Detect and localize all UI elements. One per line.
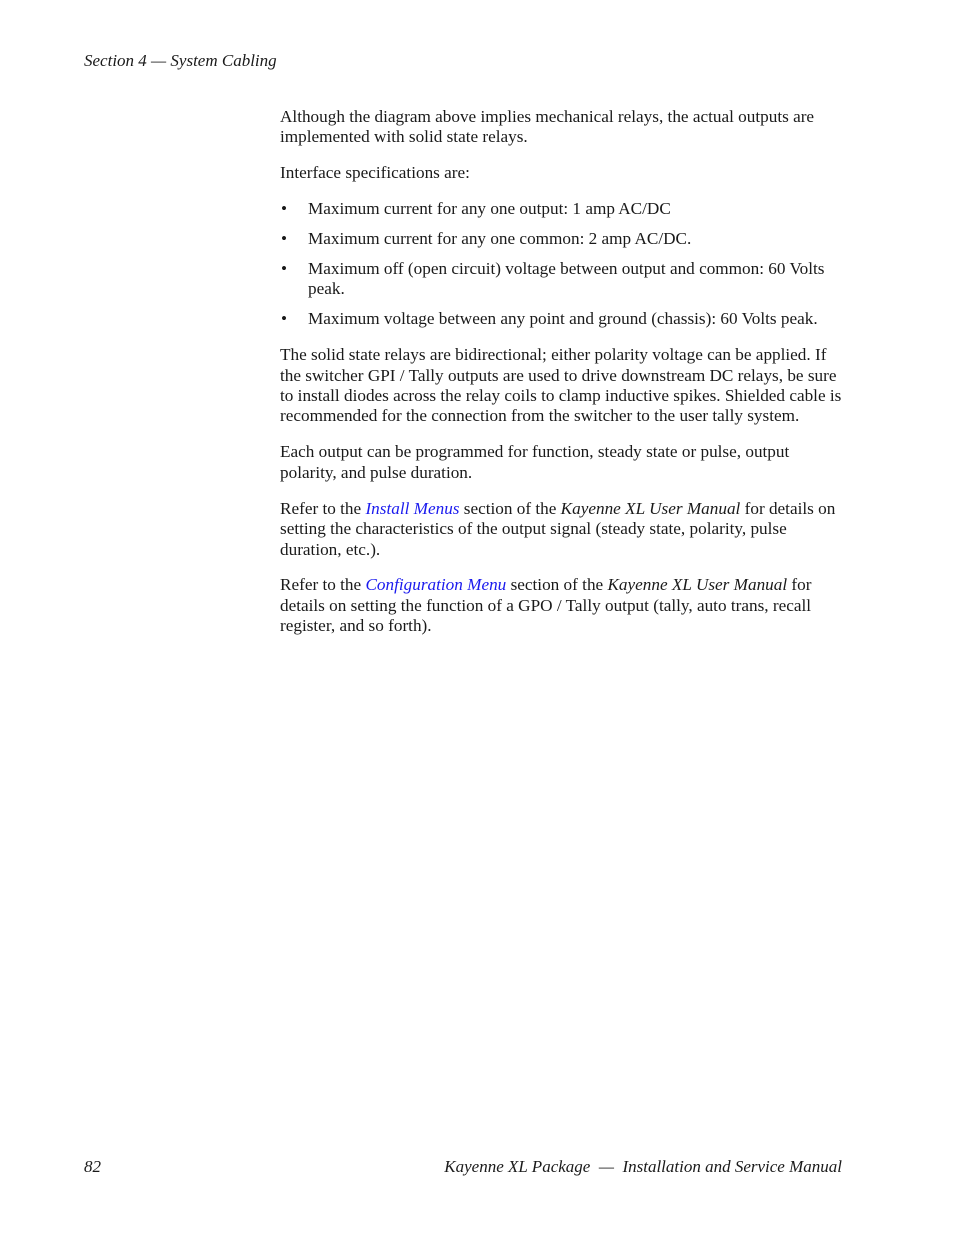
install-menus-link[interactable]: Install Menus bbox=[365, 498, 460, 518]
running-footer-title: Kayenne XL Package — Installation and Service Manual bbox=[444, 1157, 842, 1176]
text-fragment: section of the bbox=[506, 575, 608, 595]
bullet-icon: • bbox=[281, 199, 288, 219]
page-number: 82 bbox=[84, 1157, 101, 1176]
text-fragment: Refer to the bbox=[280, 575, 366, 595]
paragraph-install-menus-ref bbox=[280, 499, 842, 560]
paragraph-programming: Each output can be programmed for function, steady state or pulse, output polarity, and pulse duration. bbox=[280, 442, 790, 482]
running-header: Section 4 — System Cabling bbox=[84, 51, 277, 70]
paragraph-interface-specs: Interface specifications are: bbox=[280, 163, 470, 183]
manual-title: Kayenne XL User Manual bbox=[560, 498, 741, 518]
paragraph-relays-intro: Although the diagram above implies mechanical relays, the actual outputs are implemented with solid state relays. bbox=[280, 107, 815, 147]
spec-list-item bbox=[280, 309, 842, 329]
spec-list-item bbox=[280, 229, 842, 249]
manual-title: Kayenne XL User Manual bbox=[607, 575, 788, 595]
text-fragment: for details on setting the characteristics of the output signal (steady state, polarity, pulse duration, etc.). bbox=[280, 498, 836, 559]
text-fragment: section of the bbox=[459, 498, 561, 518]
spec-text: Maximum voltage between any point and ground (chassis): 60 Volts peak. bbox=[308, 309, 818, 329]
bullet-icon: • bbox=[281, 229, 288, 249]
bullet-icon: • bbox=[281, 259, 288, 279]
paragraph-bidirectional: The solid state relays are bidirectional; either polarity voltage can be applied. If the switcher GPI / Tally outputs are used to drive downstream DC relays, be sure to install diodes across the relay coils to clamp inductive spikes. Shielded cable is recommended for the connection from the switcher to the user tally system. bbox=[280, 345, 842, 426]
paragraph-configuration-menu-ref bbox=[280, 575, 842, 636]
configuration-menu-link[interactable]: Configuration Menu bbox=[365, 575, 507, 595]
spec-text: Maximum off (open circuit) voltage between output and common: 60 Volts peak. bbox=[308, 259, 825, 299]
spec-text: Maximum current for any one common: 2 amp AC/DC. bbox=[308, 229, 692, 249]
text-fragment: for details on setting the function of a GPO / Tally output (tally, auto trans, recall register, and so forth). bbox=[280, 575, 812, 636]
bullet-icon: • bbox=[281, 309, 288, 329]
spec-list-item bbox=[280, 259, 842, 300]
spec-list-item bbox=[280, 199, 842, 219]
spec-list bbox=[280, 199, 842, 330]
body-content bbox=[280, 107, 842, 652]
text-fragment: Refer to the bbox=[280, 498, 366, 518]
spec-text: Maximum current for any one output: 1 amp AC/DC bbox=[308, 199, 671, 219]
